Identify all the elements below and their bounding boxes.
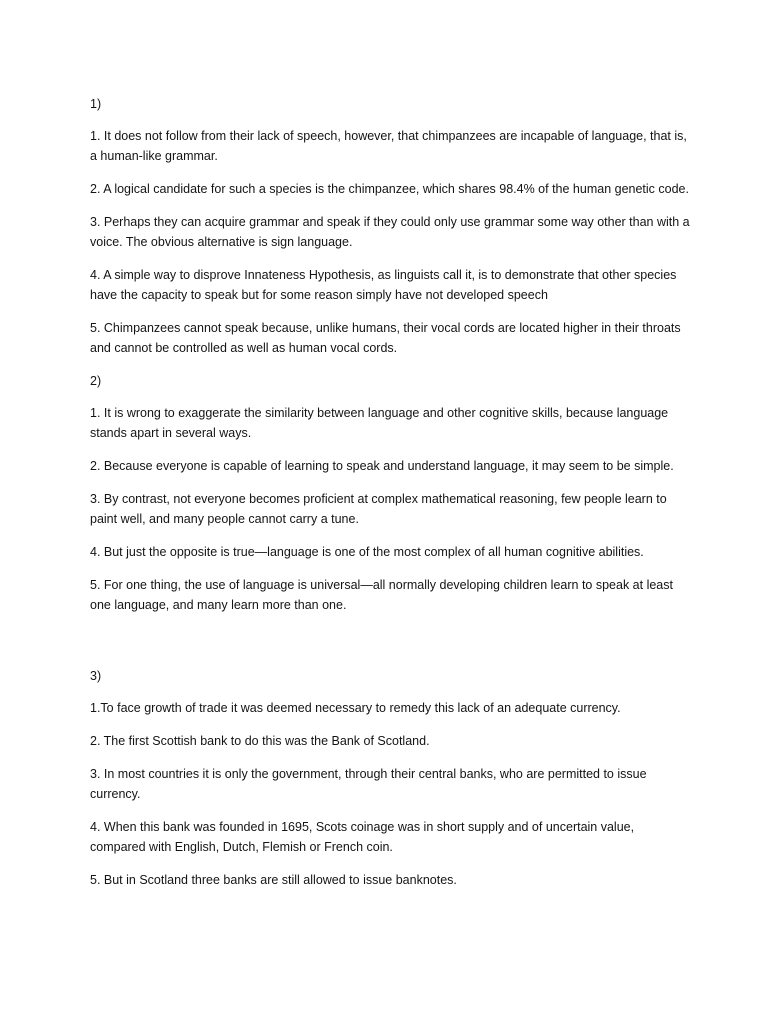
paragraph: 2. Because everyone is capable of learning to speak and understand language, it may seem to be simple. — [90, 459, 674, 473]
document-page — [90, 94, 690, 903]
paragraph: 3. Perhaps they can acquire grammar and speak if they could only use grammar some way other than with a voice. The obvious alternative is sign language. — [90, 215, 690, 249]
section-label: 1) — [90, 97, 102, 111]
section-spacer — [90, 628, 690, 666]
paragraph: 5. But in Scotland three banks are still allowed to issue banknotes. — [90, 873, 457, 887]
paragraph: 4. When this bank was founded in 1695, Scots coinage was in short supply and of uncertain value, compared with English, Dutch, Flemish or French coin. — [90, 820, 635, 854]
paragraph: 3. By contrast, not everyone becomes proficient at complex mathematical reasoning, few people learn to paint well, and many people cannot carry a tune. — [90, 492, 667, 526]
paragraph: 5. For one thing, the use of language is universal—all normally developing children learn to speak at least one language, and many learn more than one. — [90, 578, 673, 612]
paragraph: 1. It is wrong to exaggerate the similarity between language and other cognitive skills, because language stands apart in several ways. — [90, 406, 669, 440]
paragraph: 4. A simple way to disprove Innateness Hypothesis, as linguists call it, is to demonstrate that other species have the capacity to speak but for some reason simply have not developed speech — [90, 268, 677, 302]
paragraph: 2. The first Scottish bank to do this was the Bank of Scotland. — [90, 734, 430, 748]
section-label: 3) — [90, 669, 102, 683]
section-3 — [90, 666, 690, 890]
paragraph: 2. A logical candidate for such a species is the chimpanzee, which shares 98.4% of the human genetic code. — [90, 182, 689, 196]
paragraph: 4. But just the opposite is true—language is one of the most complex of all human cognitive abilities. — [90, 545, 644, 559]
paragraph: 1.To face growth of trade it was deemed necessary to remedy this lack of an adequate currency. — [90, 701, 621, 715]
paragraph: 3. In most countries it is only the government, through their central banks, who are permitted to issue currency. — [90, 767, 647, 801]
section-label: 2) — [90, 374, 102, 388]
paragraph: 5. Chimpanzees cannot speak because, unlike humans, their vocal cords are located higher in their throats and cannot be controlled as well as human vocal cords. — [90, 321, 681, 355]
paragraph: 1. It does not follow from their lack of speech, however, that chimpanzees are incapable of language, that is, a human-like grammar. — [90, 129, 687, 163]
section-2 — [90, 371, 690, 615]
section-1 — [90, 94, 690, 358]
